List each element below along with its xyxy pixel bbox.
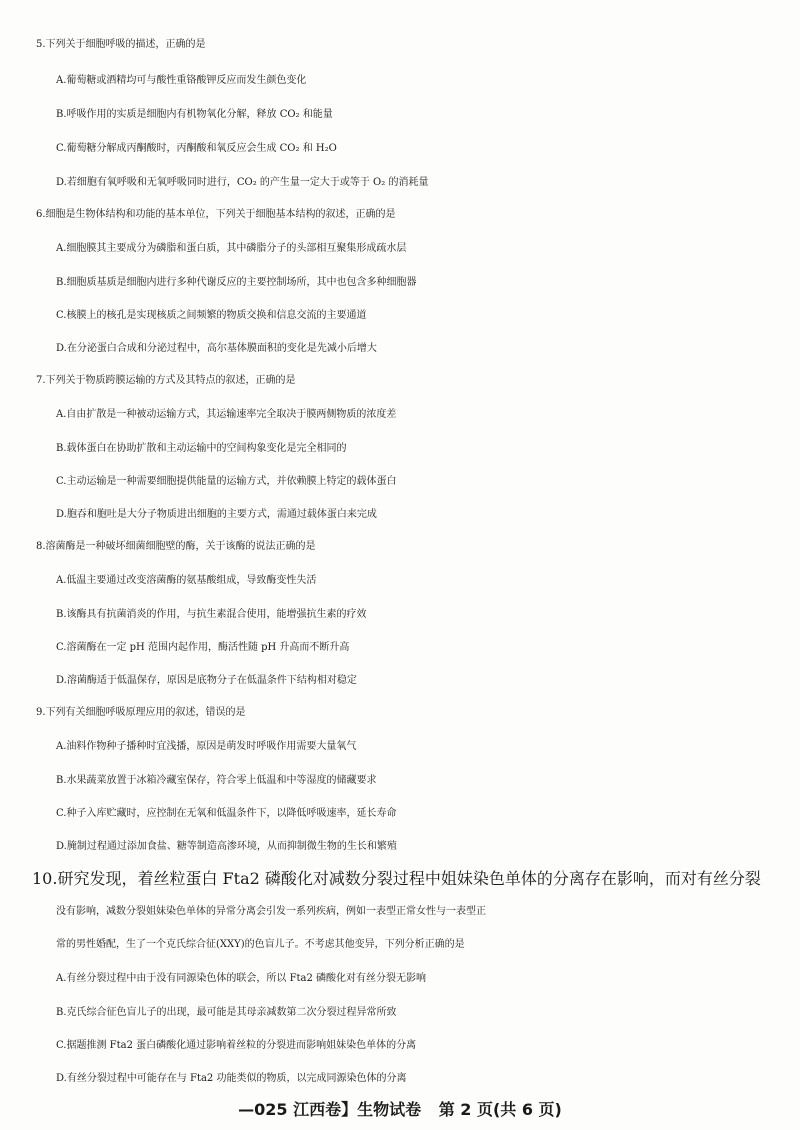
question-9-option-c: C.种子入库贮藏时，应控制在无氧和低温条件下，以降低呼吸速率，延长寿命 — [56, 808, 397, 819]
footer-exam-title: —025 江西卷】生物试卷 — [238, 1100, 422, 1119]
question-8-option-c: C.溶菌酶在一定 pH 范围内起作用，酶活性随 pH 升高而不断升高 — [56, 642, 350, 653]
question-5-option-c: C.葡萄糖分解成丙酮酸时，丙酮酸和氧反应会生成 CO₂ 和 H₂O — [56, 143, 337, 154]
question-10-option-a: A.有丝分裂过程中由于没有同源染色体的联会，所以 Fta2 磷酸化对有丝分裂无影响 — [56, 973, 427, 984]
question-8-option-d: D.溶菌酶适于低温保存，原因是底物分子在低温条件下结构相对稳定 — [56, 675, 357, 686]
question-10-option-b: B.克氏综合征色盲儿子的出现，最可能是其母亲减数第二次分裂过程异常所致 — [56, 1007, 397, 1018]
question-7-option-c: C.主动运输是一种需要细胞提供能量的运输方式，并依赖膜上特定的载体蛋白 — [56, 476, 397, 487]
question-6-stem: 6.细胞是生物体结构和功能的基本单位，下列关于细胞基本结构的叙述，正确的是 — [36, 209, 396, 220]
question-6-option-c: C.核膜上的核孔是实现核质之间频繁的物质交换和信息交流的主要通道 — [56, 310, 367, 321]
question-10-stem-line-2: 没有影响，减数分裂姐妹染色单体的异常分离会引发一系列疾病，例如一表型正常女性与一表型正 — [56, 906, 486, 917]
question-7-option-b: B.载体蛋白在协助扩散和主动运输中的空间构象变化是完全相同的 — [56, 443, 347, 454]
footer-page-number: 第 2 页(共 6 页) — [438, 1100, 562, 1119]
question-8-stem: 8.溶菌酶是一种破坏细菌细胞壁的酶，关于该酶的说法正确的是 — [36, 541, 316, 552]
question-6-option-a: A.细胞膜其主要成分为磷脂和蛋白质，其中磷脂分子的头部相互聚集形成疏水层 — [56, 243, 407, 254]
question-8-option-b: B.该酶具有抗菌消炎的作用，与抗生素混合使用，能增强抗生素的疗效 — [56, 609, 367, 620]
question-6-option-b: B.细胞质基质是细胞内进行多种代谢反应的主要控制场所，其中也包含多种细胞器 — [56, 277, 417, 288]
question-5-stem: 5.下列关于细胞呼吸的描述，正确的是 — [36, 39, 206, 50]
question-9-option-d: D.腌制过程通过添加食盐、糖等制造高渗环境，从而抑制微生物的生长和繁殖 — [56, 841, 397, 852]
question-9-option-a: A.油料作物种子播种时宜浅播，原因是萌发时呼吸作用需要大量氧气 — [56, 741, 357, 752]
question-10-stem-line-3: 常的男性婚配，生了一个克氏综合征(XXY)的色盲儿子。不考虑其他变异，下列分析正确的是 — [56, 939, 465, 950]
question-7-option-a: A.自由扩散是一种被动运输方式，其运输速率完全取决于膜两侧物质的浓度差 — [56, 409, 397, 420]
question-7-stem: 7.下列关于物质跨膜运输的方式及其特点的叙述，正确的是 — [36, 375, 296, 386]
page-footer — [0, 1098, 800, 1122]
question-10-option-d: D.有丝分裂过程中可能存在与 Fta2 功能类似的物质，以完成同源染色体的分离 — [56, 1073, 407, 1084]
question-9-stem: 9.下列有关细胞呼吸原理应用的叙述，错误的是 — [36, 707, 246, 718]
question-5-option-b: B.呼吸作用的实质是细胞内有机物氧化分解，释放 CO₂ 和能量 — [56, 109, 333, 120]
question-7-option-d: D.胞吞和胞吐是大分子物质进出细胞的主要方式，需通过载体蛋白来完成 — [56, 509, 377, 520]
question-5-option-d: D.若细胞有氧呼吸和无氧呼吸同时进行，CO₂ 的产生量一定大于或等于 O₂ 的消耗量 — [56, 177, 429, 188]
question-5-option-a: A.葡萄糖或酒精均可与酸性重铬酸钾反应而发生颜色变化 — [56, 75, 307, 86]
question-9-option-b: B.水果蔬菜放置于冰箱冷藏室保存，符合零上低温和中等湿度的储藏要求 — [56, 775, 377, 786]
question-10-stem-line-1: 10.研究发现，着丝粒蛋白 Fta2 磷酸化对减数分裂过程中姐妹染色单体的分离存在影响，而对有丝分裂 — [32, 869, 761, 888]
question-10-option-c: C.据题推测 Fta2 蛋白磷酸化通过影响着丝粒的分裂进而影响姐妹染色单体的分离 — [56, 1040, 417, 1051]
question-8-option-a: A.低温主要通过改变溶菌酶的氨基酸组成，导致酶变性失活 — [56, 575, 317, 586]
question-6-option-d: D.在分泌蛋白合成和分泌过程中，高尔基体膜面积的变化是先减小后增大 — [56, 343, 377, 354]
